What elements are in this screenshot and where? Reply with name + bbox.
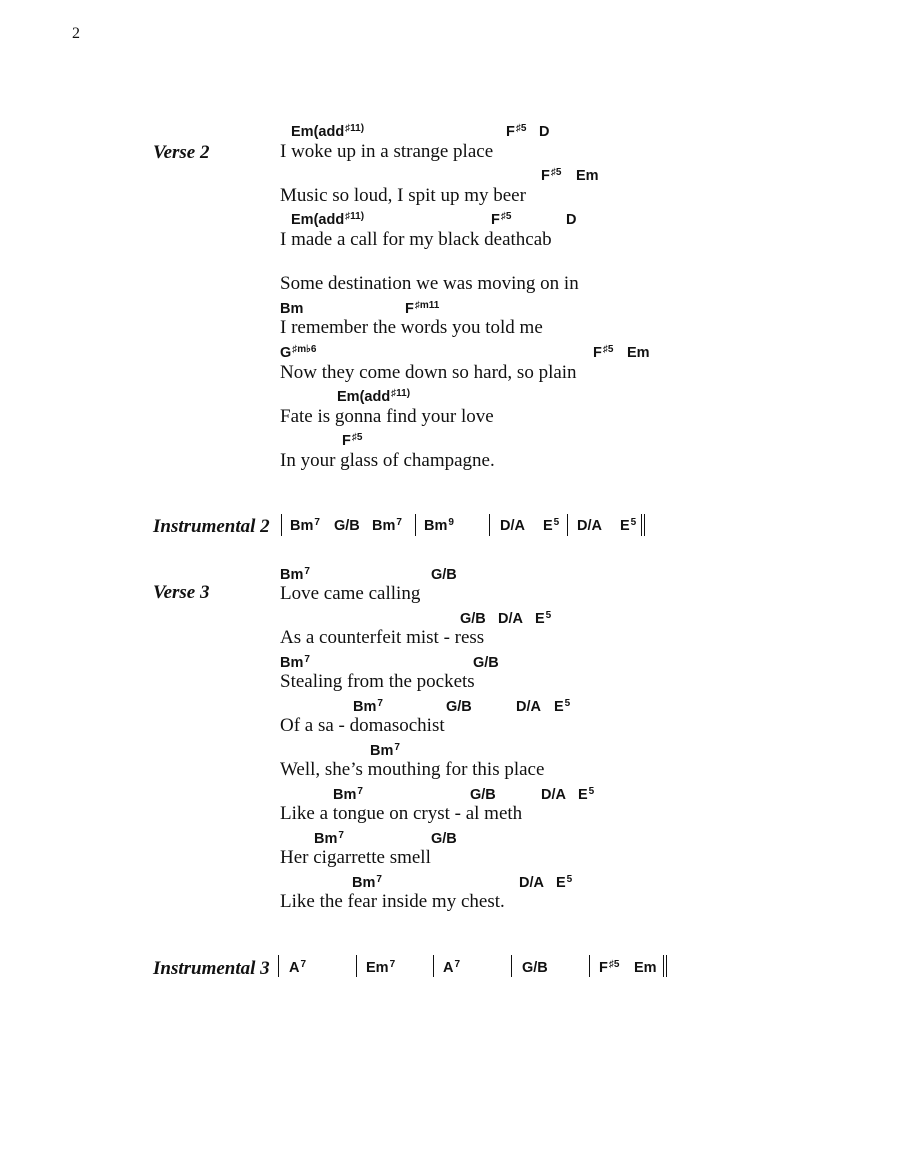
chord: $F^{♯5}$ <box>599 959 620 976</box>
chord: Bm$^7$ <box>290 517 320 534</box>
chord: $E^5$ <box>535 610 552 627</box>
chord: Em(add$^{♯11)}$ <box>291 123 365 140</box>
section-label-verse-3: Verse 3 <box>153 582 210 603</box>
chord: Bm$^7$ <box>352 874 382 891</box>
lyric-line: I woke up in a strange place <box>280 141 494 162</box>
chord: Bm$^7$ <box>372 517 402 534</box>
chord: Em(add$^{♯11)}$ <box>337 388 411 405</box>
chord: Bm$^7$ <box>280 566 310 583</box>
lyric-line: As a counterfeit mist - ress <box>280 627 485 648</box>
barline <box>415 514 416 536</box>
page-number: 2 <box>72 25 80 42</box>
barline <box>356 955 357 977</box>
chord: D/A <box>519 875 544 891</box>
lyric-line: Stealing from the pockets <box>280 671 475 692</box>
chord: $E^5$ <box>578 786 595 803</box>
lyric-line: In your glass of champagne. <box>280 450 495 471</box>
chord: Bm$^7$ <box>314 830 344 847</box>
chord: $F^{♯5}$ <box>491 211 512 228</box>
lyric-line: Music so loud, I spit up my beer <box>280 185 526 206</box>
barline <box>281 514 282 536</box>
chord: Bm$^7$ <box>353 698 383 715</box>
chord: $E^5$ <box>554 698 571 715</box>
chord: D <box>566 212 577 228</box>
chord: $F^{♯5}$ <box>593 344 614 361</box>
chord: G/B <box>522 960 548 976</box>
lyric-line: I made a call for my black deathcab <box>280 229 552 250</box>
chord: $A^7$ <box>289 959 307 976</box>
chord: D/A <box>500 518 525 534</box>
chord: $A^7$ <box>443 959 461 976</box>
chord: D/A <box>516 699 541 715</box>
chord: Bm$^9$ <box>424 517 454 534</box>
chord: $E^5$ <box>556 874 573 891</box>
chord: D <box>539 124 550 140</box>
chord: G/B <box>446 699 472 715</box>
chord: D/A <box>498 611 523 627</box>
lyric-line: Well, she’s mouthing for this place <box>280 759 545 780</box>
chord: $E^5$ <box>620 517 637 534</box>
chord: $F^{♯5}$ <box>342 432 363 449</box>
section-label-instrumental-2: Instrumental 2 <box>153 516 270 537</box>
lyric-line: Of a sa - domasochist <box>280 715 445 736</box>
chord: Bm <box>280 301 304 317</box>
chord: D/A <box>541 787 566 803</box>
lyric-line: Some destination we was moving on in <box>280 273 579 294</box>
chord: $G^{♯m♭6}$ <box>280 344 317 361</box>
chord: $F^{♯m11}$ <box>405 300 440 317</box>
barline <box>433 955 434 977</box>
final-barline <box>641 514 645 536</box>
chord: D/A <box>577 518 602 534</box>
barline <box>278 955 279 977</box>
lyric-line: Fate is gonna find your love <box>280 406 494 427</box>
chord: Em(add$^{♯11)}$ <box>291 211 365 228</box>
chord: Em <box>576 168 599 184</box>
final-barline <box>663 955 667 977</box>
lyric-line: Like the fear inside my chest. <box>280 891 505 912</box>
chord: $F^{♯5}$ <box>541 167 562 184</box>
chord: $E^5$ <box>543 517 560 534</box>
chord: $F^{♯5}$ <box>506 123 527 140</box>
lyric-line: Like a tongue on cryst - al meth <box>280 803 523 824</box>
chord: G/B <box>470 787 496 803</box>
lyric-line: Love came calling <box>280 583 421 604</box>
chord: Em <box>634 960 657 976</box>
chord: G/B <box>431 567 457 583</box>
section-label-instrumental-3: Instrumental 3 <box>153 958 270 979</box>
lyric-line: I remember the words you told me <box>280 317 543 338</box>
chord: Em$^7$ <box>366 959 396 976</box>
barline <box>489 514 490 536</box>
chord: G/B <box>334 518 360 534</box>
lyric-line: Now they come down so hard, so plain <box>280 362 577 383</box>
chord: Bm$^7$ <box>280 654 310 671</box>
chord: Em <box>627 345 650 361</box>
barline <box>589 955 590 977</box>
chord: G/B <box>431 831 457 847</box>
chord: G/B <box>460 611 486 627</box>
chord: G/B <box>473 655 499 671</box>
chord: Bm$^7$ <box>370 742 400 759</box>
lyric-line: Her cigarrette smell <box>280 847 431 868</box>
barline <box>511 955 512 977</box>
barline <box>567 514 568 536</box>
chord: Bm$^7$ <box>333 786 363 803</box>
section-label-verse-2: Verse 2 <box>153 142 210 163</box>
